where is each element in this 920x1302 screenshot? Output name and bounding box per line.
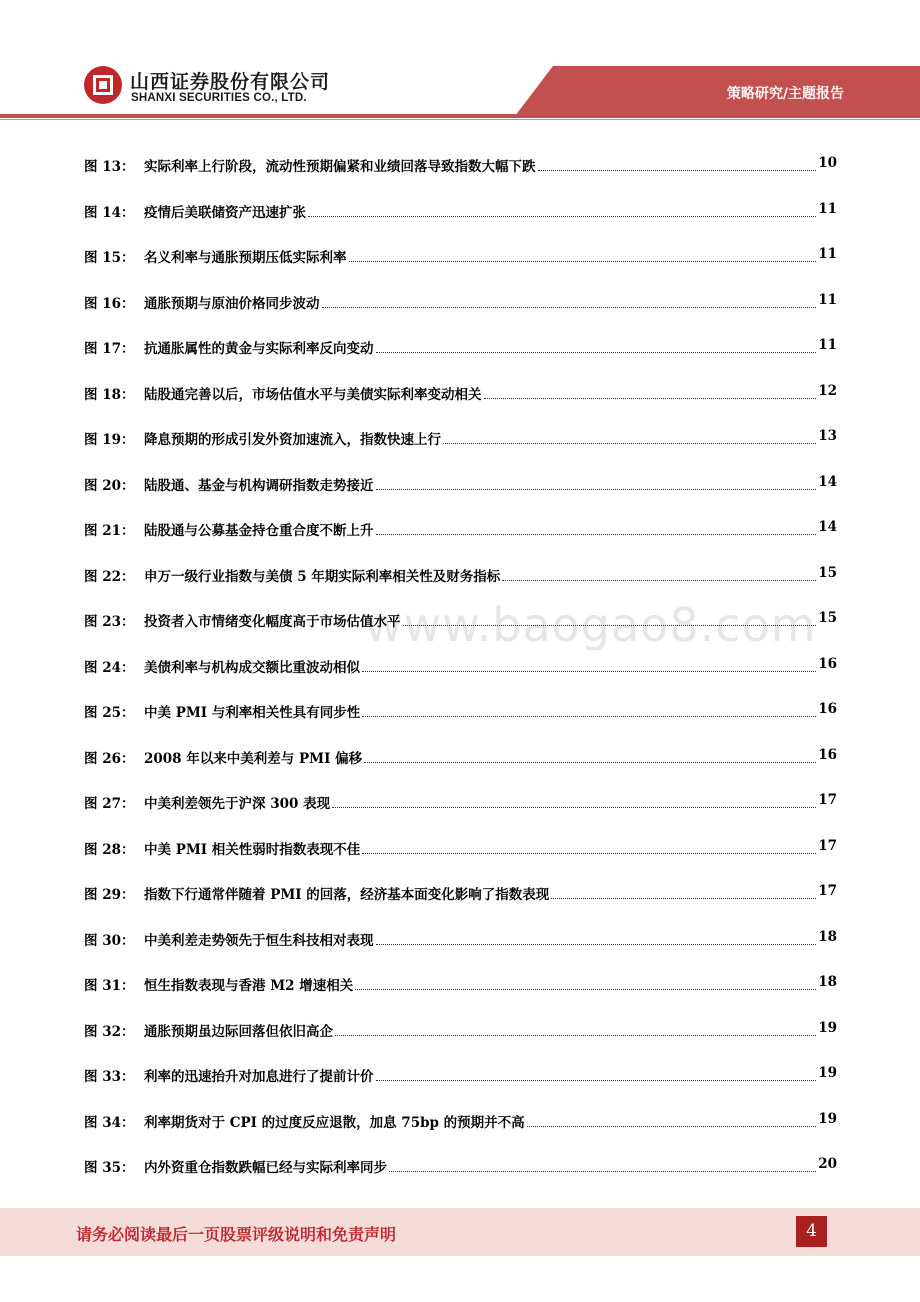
toc-entry[interactable] bbox=[84, 425, 837, 471]
company-name-cn: 山西证券股份有限公司 bbox=[130, 71, 331, 93]
toc-entry-title: 通胀预期与原油价格同步波动 bbox=[144, 295, 320, 312]
toc-entry-title: 实际利率上行阶段，流动性预期偏紧和业绩回落导致指数大幅下跌 bbox=[144, 159, 536, 175]
toc-entry-number: 图 22： bbox=[84, 568, 135, 585]
toc-entry-title: 恒生指数表现与香港 M2 增速相关 bbox=[144, 978, 354, 994]
toc-entry[interactable] bbox=[84, 334, 837, 380]
toc-dot-leader bbox=[335, 1019, 816, 1036]
toc-entry-page: 16 bbox=[818, 746, 837, 763]
toc-dot-leader bbox=[376, 518, 817, 535]
toc-entry-page: 19 bbox=[818, 1065, 837, 1081]
toc-dot-leader bbox=[355, 973, 816, 990]
toc-dot-leader bbox=[389, 1155, 816, 1172]
toc-entry-title: 申万一级行业指数与美债 5 年期实际利率相关性及财务指标 bbox=[144, 568, 501, 585]
toc-entry-page: 16 bbox=[818, 655, 837, 672]
toc-entry-number: 图 18： bbox=[84, 386, 135, 403]
toc-entry-page: 10 bbox=[818, 155, 837, 171]
toc-entry-title: 中美 PMI 与利率相关性具有同步性 bbox=[144, 705, 361, 721]
toc-entry[interactable] bbox=[84, 880, 837, 926]
toc-dot-leader bbox=[443, 427, 816, 444]
page-header bbox=[0, 0, 920, 130]
toc-entry-page: 15 bbox=[818, 564, 837, 581]
toc-dot-leader bbox=[527, 1110, 817, 1127]
company-logo-icon bbox=[84, 66, 122, 104]
toc-dot-leader bbox=[362, 837, 816, 854]
toc-entry-page: 11 bbox=[818, 337, 837, 353]
header-divider-thin bbox=[0, 119, 920, 120]
toc-entry-number: 图 15： bbox=[84, 250, 135, 266]
toc-entry[interactable] bbox=[84, 152, 837, 198]
toc-entry-page: 18 bbox=[818, 928, 837, 945]
toc-entry-page: 18 bbox=[818, 974, 837, 990]
toc-entry[interactable] bbox=[84, 562, 837, 608]
toc-entry[interactable] bbox=[84, 198, 837, 244]
toc-entry-number: 图 26： bbox=[84, 750, 135, 767]
toc-entry-page: 11 bbox=[818, 246, 837, 262]
toc-entry[interactable] bbox=[84, 926, 837, 972]
toc-entry-page: 17 bbox=[818, 883, 837, 899]
toc-entry[interactable] bbox=[84, 698, 837, 744]
toc-entry[interactable] bbox=[84, 744, 837, 790]
toc-entry-title: 中美利差走势领先于恒生科技相对表现 bbox=[144, 932, 374, 949]
toc-entry-page: 16 bbox=[818, 701, 837, 717]
toc-dot-leader bbox=[332, 791, 816, 808]
toc-entry-title: 指数下行通常伴随着 PMI 的回落，经济基本面变化影响了指数表现 bbox=[144, 887, 550, 903]
toc-entry-title: 通胀预期虽边际回落但依旧高企 bbox=[144, 1023, 333, 1040]
toc-dot-leader bbox=[376, 928, 817, 945]
toc-dot-leader bbox=[376, 1064, 817, 1081]
toc-dot-leader bbox=[349, 245, 817, 262]
toc-dot-leader bbox=[538, 154, 817, 171]
toc-entry-number: 图 35： bbox=[84, 1160, 135, 1176]
toc-entry-page: 14 bbox=[818, 473, 837, 490]
toc-entry[interactable] bbox=[84, 607, 837, 653]
page-number: 4 bbox=[796, 1216, 827, 1247]
toc-entry-page: 15 bbox=[818, 610, 837, 626]
toc-entry-page: 20 bbox=[818, 1156, 837, 1172]
toc-entry-title: 陆股通与公募基金持仓重合度不断上升 bbox=[144, 523, 374, 539]
toc-entry-title: 投资者入市情绪变化幅度高于市场估值水平 bbox=[144, 614, 401, 630]
toc-entry-number: 图 20： bbox=[84, 477, 135, 494]
toc-entry-number: 图 14： bbox=[84, 204, 135, 221]
toc-entry-number: 图 31： bbox=[84, 978, 135, 994]
disclaimer-text: 请务必阅读最后一页股票评级说明和免责声明 bbox=[76, 1225, 397, 1244]
toc-entry-number: 图 27： bbox=[84, 796, 135, 812]
toc-entry-title: 中美利差领先于沪深 300 表现 bbox=[144, 796, 331, 812]
toc-entry[interactable] bbox=[84, 289, 837, 335]
toc-dot-leader bbox=[362, 700, 816, 717]
toc-dot-leader bbox=[403, 609, 817, 626]
toc-entry-title: 美债利率与机构成交额比重波动相似 bbox=[144, 659, 360, 676]
toc-entry[interactable] bbox=[84, 1108, 837, 1154]
toc-entry-number: 图 17： bbox=[84, 341, 135, 357]
header-divider bbox=[0, 114, 920, 118]
toc-entry[interactable] bbox=[84, 380, 837, 426]
figure-list bbox=[84, 152, 837, 1199]
toc-entry-title: 降息预期的形成引发外资加速流入，指数快速上行 bbox=[144, 432, 441, 448]
toc-entry[interactable] bbox=[84, 971, 837, 1017]
toc-entry-number: 图 33： bbox=[84, 1069, 135, 1085]
toc-entry-title: 名义利率与通胀预期压低实际利率 bbox=[144, 250, 347, 266]
toc-entry-title: 利率期货对于 CPI 的过度反应退散，加息 75bp 的预期并不高 bbox=[144, 1114, 525, 1131]
toc-entry-number: 图 23： bbox=[84, 614, 135, 630]
toc-dot-leader bbox=[376, 336, 817, 353]
toc-entry-page: 19 bbox=[818, 1110, 837, 1127]
toc-entry-title: 内外资重仓指数跌幅已经与实际利率同步 bbox=[144, 1160, 387, 1176]
toc-dot-leader bbox=[551, 882, 816, 899]
toc-entry-number: 图 32： bbox=[84, 1023, 135, 1040]
toc-dot-leader bbox=[362, 655, 816, 672]
toc-entry-title: 疫情后美联储资产迅速扩张 bbox=[144, 204, 306, 221]
toc-entry-number: 图 19： bbox=[84, 432, 135, 448]
toc-dot-leader bbox=[308, 200, 816, 217]
toc-dot-leader bbox=[376, 473, 817, 490]
toc-entry-title: 2008 年以来中美利差与 PMI 偏移 bbox=[144, 750, 363, 767]
header-band bbox=[515, 66, 920, 116]
toc-entry-page: 17 bbox=[818, 837, 837, 854]
toc-entry[interactable] bbox=[84, 243, 837, 289]
toc-entry-page: 11 bbox=[818, 291, 837, 308]
toc-entry-title: 陆股通完善以后，市场估值水平与美债实际利率变动相关 bbox=[144, 386, 482, 403]
toc-entry-page: 19 bbox=[818, 1019, 837, 1036]
toc-entry[interactable] bbox=[84, 516, 837, 562]
toc-entry-number: 图 29： bbox=[84, 887, 135, 903]
toc-entry-number: 图 30： bbox=[84, 932, 135, 949]
toc-entry-title: 陆股通、基金与机构调研指数走势接近 bbox=[144, 477, 374, 494]
toc-entry-number: 图 34： bbox=[84, 1114, 135, 1131]
toc-entry-page: 17 bbox=[818, 792, 837, 808]
toc-entry-title: 中美 PMI 相关性弱时指数表现不佳 bbox=[144, 841, 361, 858]
toc-entry[interactable] bbox=[84, 471, 837, 517]
toc-entry-number: 图 16： bbox=[84, 295, 135, 312]
toc-entry[interactable] bbox=[84, 1153, 837, 1199]
toc-entry-number: 图 25： bbox=[84, 705, 135, 721]
report-type: 策略研究/主题报告 bbox=[726, 86, 844, 102]
toc-entry-page: 12 bbox=[818, 382, 837, 399]
toc-entry-page: 11 bbox=[818, 200, 837, 217]
toc-entry-number: 图 13： bbox=[84, 159, 135, 175]
toc-dot-leader bbox=[484, 382, 817, 399]
toc-entry-number: 图 24： bbox=[84, 659, 135, 676]
watermark: www.baogao8.com bbox=[365, 598, 817, 652]
toc-entry[interactable] bbox=[84, 653, 837, 699]
toc-entry-title: 利率的迅速抬升对加息进行了提前计价 bbox=[144, 1069, 374, 1085]
toc-entry-number: 图 21： bbox=[84, 523, 135, 539]
toc-entry-page: 13 bbox=[818, 428, 837, 444]
toc-entry[interactable] bbox=[84, 835, 837, 881]
toc-entry-number: 图 28： bbox=[84, 841, 135, 858]
toc-dot-leader bbox=[502, 564, 816, 581]
toc-dot-leader bbox=[322, 291, 817, 308]
toc-dot-leader bbox=[364, 746, 816, 763]
toc-entry[interactable] bbox=[84, 1017, 837, 1063]
toc-entry[interactable] bbox=[84, 1062, 837, 1108]
toc-entry-title: 抗通胀属性的黄金与实际利率反向变动 bbox=[144, 341, 374, 357]
company-name-en: SHANXI SECURITIES CO., LTD. bbox=[131, 92, 307, 104]
toc-entry-page: 14 bbox=[818, 519, 837, 535]
toc-entry[interactable] bbox=[84, 789, 837, 835]
